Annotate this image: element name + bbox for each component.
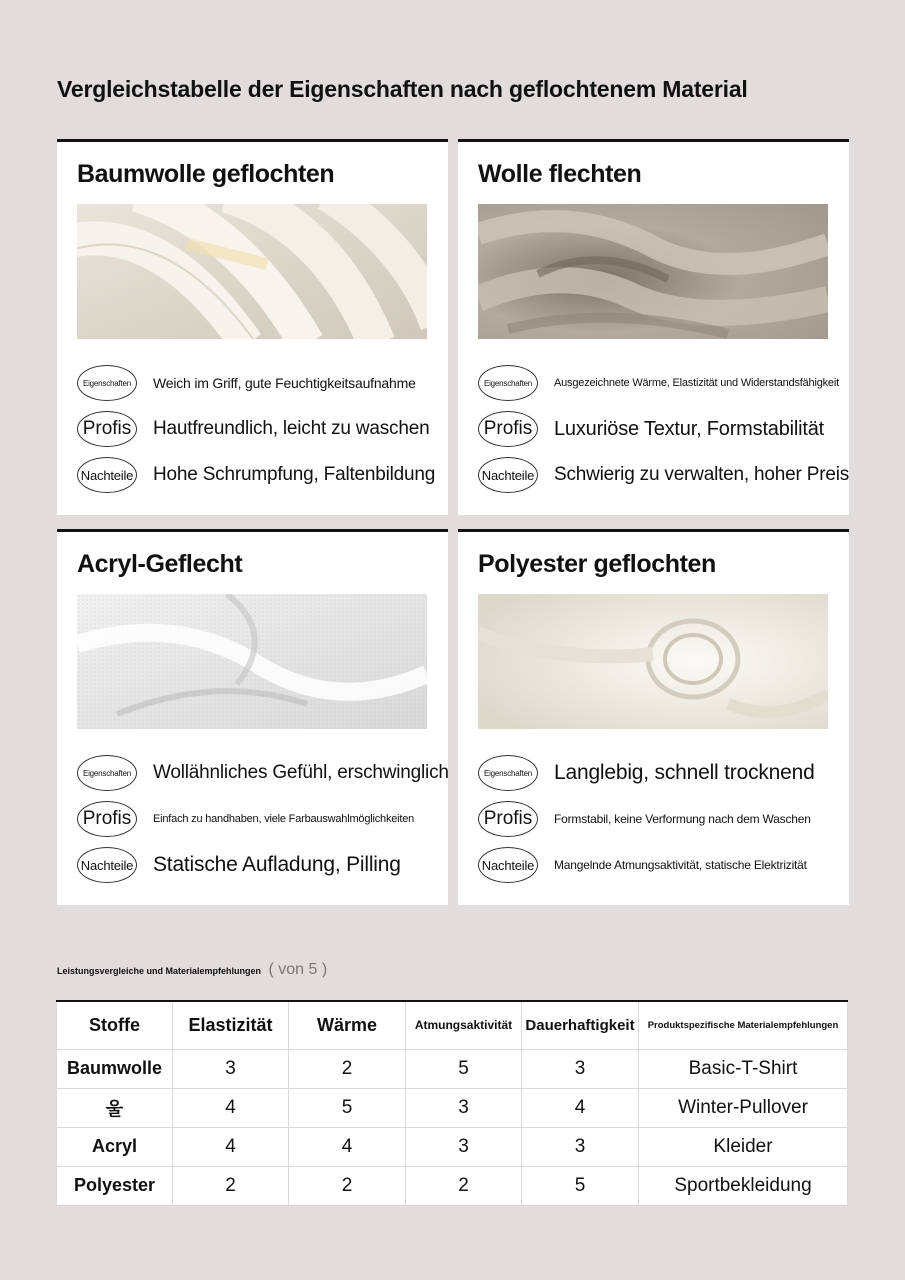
properties-text: Langlebig, schnell trocknend	[554, 761, 815, 784]
column-header: Elastizität	[173, 1001, 289, 1049]
column-header: Wärme	[289, 1001, 406, 1049]
table-cell: 2	[289, 1049, 406, 1088]
table-cell: 5	[406, 1049, 522, 1088]
table-cell: 3	[406, 1127, 522, 1166]
card-title: Polyester geflochten	[478, 550, 716, 578]
table-row	[57, 1166, 848, 1205]
acrylic-fabric-photo	[77, 594, 427, 729]
pros-row	[478, 409, 824, 449]
table-cell: Acryl	[57, 1127, 173, 1166]
polyester-fabric-photo	[478, 594, 828, 729]
page-title: Vergleichstabelle der Eigenschaften nach geflochtenem Material	[57, 76, 748, 102]
card-title: Acryl-Geflecht	[77, 550, 243, 578]
material-card-cotton	[57, 139, 448, 515]
card-title: Baumwolle geflochten	[77, 160, 335, 188]
pros-text: Einfach zu handhaben, viele Farbauswahlmöglichkeiten	[153, 813, 415, 825]
table-cell: Polyester	[57, 1166, 173, 1205]
pros-pill: Profis	[77, 801, 137, 837]
table-cell: 3	[522, 1049, 639, 1088]
cons-text: Statische Aufladung, Pilling	[153, 853, 401, 876]
pros-text: Hautfreundlich, leicht zu waschen	[153, 418, 430, 439]
card-title: Wolle flechten	[478, 160, 642, 188]
pros-pill: Profis	[478, 411, 538, 447]
cons-row	[478, 455, 849, 495]
table-cell: 3	[173, 1049, 289, 1088]
pros-row	[77, 409, 429, 449]
cons-pill: Nachteile	[77, 457, 137, 493]
material-card-acrylic	[57, 529, 448, 905]
cons-text: Hohe Schrumpfung, Faltenbildung	[153, 464, 436, 485]
table-cell: Kleider	[639, 1127, 848, 1166]
cons-text: Mangelnde Atmungsaktivität, statische Elektrizität	[554, 858, 807, 872]
table-cell: 3	[406, 1088, 522, 1127]
pros-text: Formstabil, keine Verformung nach dem Waschen	[554, 812, 811, 826]
column-header: Stoffe	[57, 1001, 173, 1049]
cons-pill: Nachteile	[478, 847, 538, 883]
wool-fabric-photo	[478, 204, 828, 339]
table-cell: 2	[173, 1166, 289, 1205]
table-cell: 4	[289, 1127, 406, 1166]
cons-pill: Nachteile	[77, 847, 137, 883]
properties-row	[478, 753, 815, 793]
properties-text: Wollähnliches Gefühl, erschwinglich	[153, 762, 449, 783]
table-cell: 3	[522, 1127, 639, 1166]
table-header-row	[57, 1001, 848, 1049]
cons-row	[77, 845, 401, 885]
cotton-fabric-photo	[77, 204, 427, 339]
comparison-table	[56, 1000, 848, 1206]
properties-pill: Eigenschaften	[478, 755, 538, 791]
cons-text: Schwierig zu verwalten, hoher Preis	[554, 464, 850, 485]
table-cell: 4	[173, 1088, 289, 1127]
material-card-wool	[458, 139, 849, 515]
pros-row	[77, 799, 414, 839]
properties-pill: Eigenschaften	[77, 755, 137, 791]
properties-row	[77, 363, 416, 403]
material-card-polyester	[458, 529, 849, 905]
column-header: Produktspezifische Materialempfehlungen	[639, 1001, 848, 1049]
properties-row	[77, 753, 449, 793]
pros-pill: Profis	[77, 411, 137, 447]
comparison-heading-text: Leistungsvergleiche und Materialempfehlungen	[57, 966, 262, 976]
properties-text: Ausgezeichnete Wärme, Elastizität und Widerstandsfähigkeit	[554, 377, 839, 389]
cons-row	[77, 455, 435, 495]
table-row	[57, 1088, 848, 1127]
table-cell: 울	[57, 1088, 173, 1127]
table-row	[57, 1049, 848, 1088]
properties-row	[478, 363, 839, 403]
pros-pill: Profis	[478, 801, 538, 837]
table-cell: 2	[289, 1166, 406, 1205]
table-row	[57, 1127, 848, 1166]
table-cell: Winter-Pullover	[639, 1088, 848, 1127]
cons-pill: Nachteile	[478, 457, 538, 493]
rating-scale-note: ( von 5 )	[268, 961, 328, 978]
cons-row	[478, 845, 807, 885]
properties-pill: Eigenschaften	[478, 365, 538, 401]
properties-pill: Eigenschaften	[77, 365, 137, 401]
pros-row	[478, 799, 811, 839]
table-cell: 5	[289, 1088, 406, 1127]
column-header: Atmungsaktivität	[406, 1001, 522, 1049]
pros-text: Luxuriöse Textur, Formstabilität	[554, 417, 825, 440]
table-cell: Basic-T-Shirt	[639, 1049, 848, 1088]
properties-text: Weich im Griff, gute Feuchtigkeitsaufnahme	[153, 375, 416, 391]
table-cell: Sportbekleidung	[639, 1166, 848, 1205]
table-cell: 4	[522, 1088, 639, 1127]
table-cell: Baumwolle	[57, 1049, 173, 1088]
table-cell: 2	[406, 1166, 522, 1205]
table-cell: 5	[522, 1166, 639, 1205]
comparison-heading	[57, 961, 327, 979]
column-header: Dauerhaftigkeit	[522, 1001, 639, 1049]
table-cell: 4	[173, 1127, 289, 1166]
